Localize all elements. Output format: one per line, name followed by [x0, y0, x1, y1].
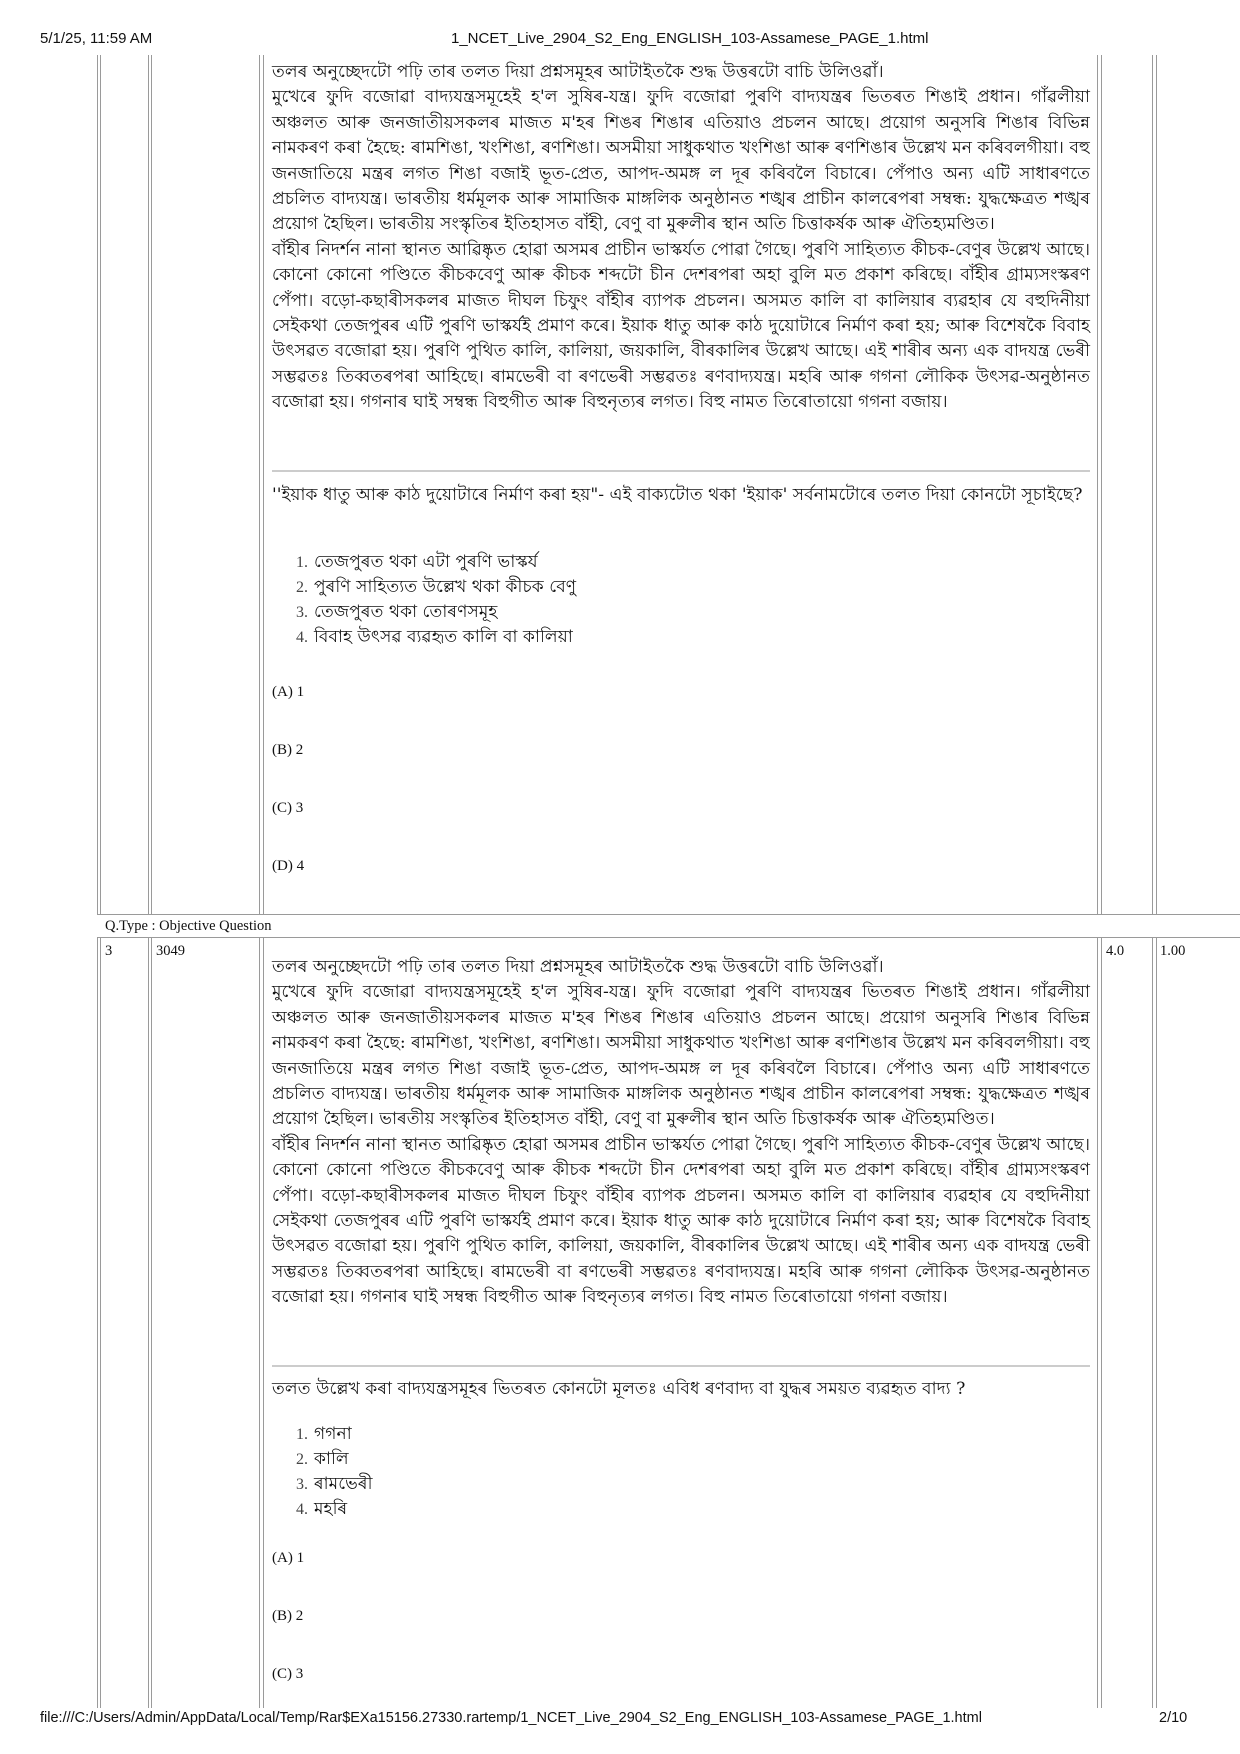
passage-instruction: তলৰ অনুচ্ছেদটো পঢ়ি তাৰ তলত দিয়া প্ৰশ্নসমূহৰ আটাইতকৈ শুদ্ধ উত্তৰটো বাচি উলিওৱাঁ।	[272, 62, 884, 82]
question-id: 3049	[156, 943, 185, 959]
serial-number: 3	[105, 943, 113, 959]
table-divider	[1156, 55, 1157, 915]
option-item: 2. কালি	[296, 1449, 349, 1469]
question-type-label: Q.Type : Objective Question	[105, 918, 272, 934]
passage-instruction: তলৰ অনুচ্ছেদটো পঢ়ি তাৰ তলত দিয়া প্ৰশ্নসমূহৰ আটাইতকৈ শুদ্ধ উত্তৰটো বাচি উলিওৱাঁ।	[272, 957, 884, 977]
option-item: 3. ৰামভেৰী	[296, 1474, 373, 1494]
table-divider	[1101, 55, 1102, 915]
answer-choice-c: (C) 3	[272, 800, 304, 816]
table-divider	[259, 55, 260, 915]
answer-choice-b: (B) 2	[272, 742, 304, 758]
option-item: 2. পুৰণি সাহিত্যত উল্লেখ থকা কীচক বেণু	[296, 577, 577, 597]
passage-paragraph: মুখেৰে ফুদি বজোৱা বাদ্যযন্ত্ৰসমূহেই হ'ল সুষিৰ-যন্ত্ৰ। ফুদি বজোৱা পুৰণি বাদ্যযন্ত্ৰৰ ভিতৰত শিঙাই প্ৰধান। গাঁৱলীয়া অঞ্চলত আৰু জনজাতীয়সকলৰ মাজত ম'হৰ শিঙৰ শিঙাৰ এতিয়াও প্ৰচলন আছে। প্ৰয়োগ অনুসৰি শিঙাৰ বিভিন্ন নামকৰণ কৰা হৈছে: ৰামশিঙা, খংশিঙা, ৰণশিঙা। অসমীয়া সাধুকথাত খংশিঙা আৰু ৰণশিঙাৰ উল্লেখ মন কৰিবলগীয়া। বহু জনজাতিয়ে মন্ত্ৰৰ লগত শিঙা বজাই ভূত-প্ৰেত, আপদ-অমঙ্গ ল দূৰ কৰিবলৈ বিচাৰে। পেঁপাও অন্য এটি সাধাৰণতে প্ৰচলিত বাদ্যযন্ত্ৰ। ভাৰতীয় ধৰ্মমূলক আৰু সামাজিক মাঙ্গলিক অনুষ্ঠানত শঙ্খৰ প্ৰাচীন কালৰেপৰা সম্বন্ধ: যুদ্ধক্ষেত্ৰত শঙ্খৰ প্ৰয়োগ হৈছিল। ভাৰতীয় সংস্কৃতিৰ ইতিহাসত বাঁহী, বেণু বা মুৰুলীৰ স্থান অতি চিত্তাকৰ্ষক আৰু ঐতিহ্যমণ্ডিত।	[272, 87, 1090, 235]
table-divider	[263, 938, 264, 1708]
question-text: ''ইয়াক ধাতু আৰু কাঠ দুয়োটাৰে নিৰ্মাণ কৰা হয়"- এই বাক্যটোত থকা 'ইয়াক' সৰ্বনামটোৰে তলত দিয়া কোনটো সূচাইছে?	[272, 485, 1083, 505]
marks: 4.0	[1106, 943, 1125, 959]
row-top-border	[97, 937, 1240, 938]
print-datetime: 5/1/25, 11:59 AM	[40, 30, 153, 47]
table-border-left	[97, 938, 98, 1708]
table-divider	[151, 55, 152, 915]
passage-paragraph: বাঁহীৰ নিদৰ্শন নানা স্থানত আৱিষ্কৃত হোৱা অসমৰ প্ৰাচীন ভাস্কৰ্যত পোৱা গৈছে। পুৰণি সাহিত্যত কীচক-বেণুৰ উল্লেখ আছে। কোনো কোনো পণ্ডিতে কীচকবেণু আৰু কীচক শব্দটো চীন দেশৰপৰা অহা বুলি মত প্ৰকাশ কৰিছে। বাঁহীৰ গ্ৰাম্যসংস্কৰণ পেঁপা। বড়ো-কছাৰীসকলৰ মাজত দীঘল চিফুং বাঁহীৰ ব্যাপক প্ৰচলন। অসমত কালি বা কালিয়াৰ ব্যৱহাৰ যে বহুদিনীয়া সেইকথা তেজপুৰৰ এটি পুৰণি ভাস্কৰ্যই প্ৰমাণ কৰে। ইয়াক ধাতু আৰু কাঠ দুয়োটাৰে নিৰ্মাণ কৰা হয়; আৰু বিশেষকৈ বিবাহ উৎসৱত বজোৱা হয়। পুৰণি পুথিত কালি, কালিয়া, জয়কালি, বীৰকালিৰ উল্লেখ আছে। এই শাৰীৰ অন্য এক বাদযন্ত্ৰ ভেৰী সম্ভৱতঃ তিব্বতৰপৰা আহিছে। ৰামভেৰী বা ৰণভেৰী সম্ভৱতঃ ৰণবাদ্যযন্ত্ৰ। মহৰি আৰু গগনা লৌকিক উৎসৱ-অনুষ্ঠানত বজোৱা হয়। গগনাৰ ঘাই সম্বন্ধ বিহুগীত আৰু বিহুনৃত্যৰ লগত। বিহু নামত তিৰোতায়ো গগনা বজায়।	[272, 239, 1090, 413]
negative-marks: 1.00	[1160, 943, 1186, 959]
comprehension-passage	[272, 60, 1090, 416]
row-bottom-border	[97, 914, 1240, 915]
table-border-left-inner	[100, 938, 101, 1708]
option-list	[296, 550, 576, 650]
option-list	[296, 1422, 373, 1522]
table-divider	[1156, 938, 1157, 1708]
passage-paragraph: বাঁহীৰ নিদৰ্শন নানা স্থানত আৱিষ্কৃত হোৱা অসমৰ প্ৰাচীন ভাস্কৰ্যত পোৱা গৈছে। পুৰণি সাহিত্যত কীচক-বেণুৰ উল্লেখ আছে। কোনো কোনো পণ্ডিতে কীচকবেণু আৰু কীচক শব্দটো চীন দেশৰপৰা অহা বুলি মত প্ৰকাশ কৰিছে। বাঁহীৰ গ্ৰাম্যসংস্কৰণ পেঁপা। বড়ো-কছাৰীসকলৰ মাজত দীঘল চিফুং বাঁহীৰ ব্যাপক প্ৰচলন। অসমত কালি বা কালিয়াৰ ব্যৱহাৰ যে বহুদিনীয়া সেইকথা তেজপুৰৰ এটি পুৰণি ভাস্কৰ্যই প্ৰমাণ কৰে। ইয়াক ধাতু আৰু কাঠ দুয়োটাৰে নিৰ্মাণ কৰা হয়; আৰু বিশেষকৈ বিবাহ উৎসৱত বজোৱা হয়। পুৰণি পুথিত কালি, কালিয়া, জয়কালি, বীৰকালিৰ উল্লেখ আছে। এই শাৰীৰ অন্য এক বাদযন্ত্ৰ ভেৰী সম্ভৱতঃ তিব্বতৰপৰা আহিছে। ৰামভেৰী বা ৰণভেৰী সম্ভৱতঃ ৰণবাদ্যযন্ত্ৰ। মহৰি আৰু গগনা লৌকিক উৎসৱ-অনুষ্ঠানত বজোৱা হয়। গগনাৰ ঘাই সম্বন্ধ বিহুগীত আৰু বিহুনৃত্যৰ লগত। বিহু নামত তিৰোতায়ো গগনা বজায়।	[272, 1134, 1090, 1308]
comprehension-passage	[272, 955, 1090, 1311]
passage-separator	[272, 1365, 1090, 1367]
answer-choice-b: (B) 2	[272, 1608, 304, 1624]
option-item: 1. গগনা	[296, 1424, 352, 1444]
print-file-path: file:///C:/Users/Admin/AppData/Local/Temp/Rar$EXa15156.27330.rartemp/1_NCET_Live_2904_S2_Eng_ENGLISH_103-Assamese_PAGE_1.html	[40, 1710, 982, 1726]
table-divider	[1101, 938, 1102, 1708]
table-divider	[148, 938, 149, 1708]
table-border-left-inner	[100, 55, 101, 915]
answer-choice-a: (A) 1	[272, 1550, 305, 1566]
option-item: 4. বিবাহ উৎসৱ ব্যৱহৃত কালি বা কালিয়া	[296, 627, 573, 647]
table-divider	[263, 55, 264, 915]
question-text: তলত উল্লেখ কৰা বাদ্যযন্ত্ৰসমূহৰ ভিতৰত কোনটো মূলতঃ এবিধ ৰণবাদ্য বা যুদ্ধৰ সময়ত ব্যৱহৃত বাদ্য ?	[272, 1379, 966, 1399]
answer-choice-a: (A) 1	[272, 684, 305, 700]
table-divider	[259, 938, 260, 1708]
table-divider	[151, 938, 152, 1708]
table-divider	[1152, 55, 1153, 915]
answer-choice-d: (D) 4	[272, 858, 305, 874]
answer-choice-c: (C) 3	[272, 1666, 304, 1682]
option-item: 4. মহৰি	[296, 1499, 348, 1519]
print-page-number: 2/10	[1159, 1710, 1188, 1726]
table-divider	[1097, 55, 1098, 915]
table-divider	[1152, 938, 1153, 1708]
print-title: 1_NCET_Live_2904_S2_Eng_ENGLISH_103-Assamese_PAGE_1.html	[451, 30, 929, 47]
passage-separator	[272, 470, 1090, 472]
table-border-left	[97, 55, 98, 915]
table-divider	[1097, 938, 1098, 1708]
passage-paragraph: মুখেৰে ফুদি বজোৱা বাদ্যযন্ত্ৰসমূহেই হ'ল সুষিৰ-যন্ত্ৰ। ফুদি বজোৱা পুৰণি বাদ্যযন্ত্ৰৰ ভিতৰত শিঙাই প্ৰধান। গাঁৱলীয়া অঞ্চলত আৰু জনজাতীয়সকলৰ মাজত ম'হৰ শিঙৰ শিঙাৰ এতিয়াও প্ৰচলন আছে। প্ৰয়োগ অনুসৰি শিঙাৰ বিভিন্ন নামকৰণ কৰা হৈছে: ৰামশিঙা, খংশিঙা, ৰণশিঙা। অসমীয়া সাধুকথাত খংশিঙা আৰু ৰণশিঙাৰ উল্লেখ মন কৰিবলগীয়া। বহু জনজাতিয়ে মন্ত্ৰৰ লগত শিঙা বজাই ভূত-প্ৰেত, আপদ-অমঙ্গ ল দূৰ কৰিবলৈ বিচাৰে। পেঁপাও অন্য এটি সাধাৰণতে প্ৰচলিত বাদ্যযন্ত্ৰ। ভাৰতীয় ধৰ্মমূলক আৰু সামাজিক মাঙ্গলিক অনুষ্ঠানত শঙ্খৰ প্ৰাচীন কালৰেপৰা সম্বন্ধ: যুদ্ধক্ষেত্ৰত শঙ্খৰ প্ৰয়োগ হৈছিল। ভাৰতীয় সংস্কৃতিৰ ইতিহাসত বাঁহী, বেণু বা মুৰুলীৰ স্থান অতি চিত্তাকৰ্ষক আৰু ঐতিহ্যমণ্ডিত।	[272, 982, 1090, 1130]
option-item: 1. তেজপুৰত থকা এটা পুৰণি ভাস্কৰ্য	[296, 552, 538, 572]
option-item: 3. তেজপুৰত থকা তোৰণসমূহ	[296, 602, 498, 622]
table-divider	[148, 55, 149, 915]
